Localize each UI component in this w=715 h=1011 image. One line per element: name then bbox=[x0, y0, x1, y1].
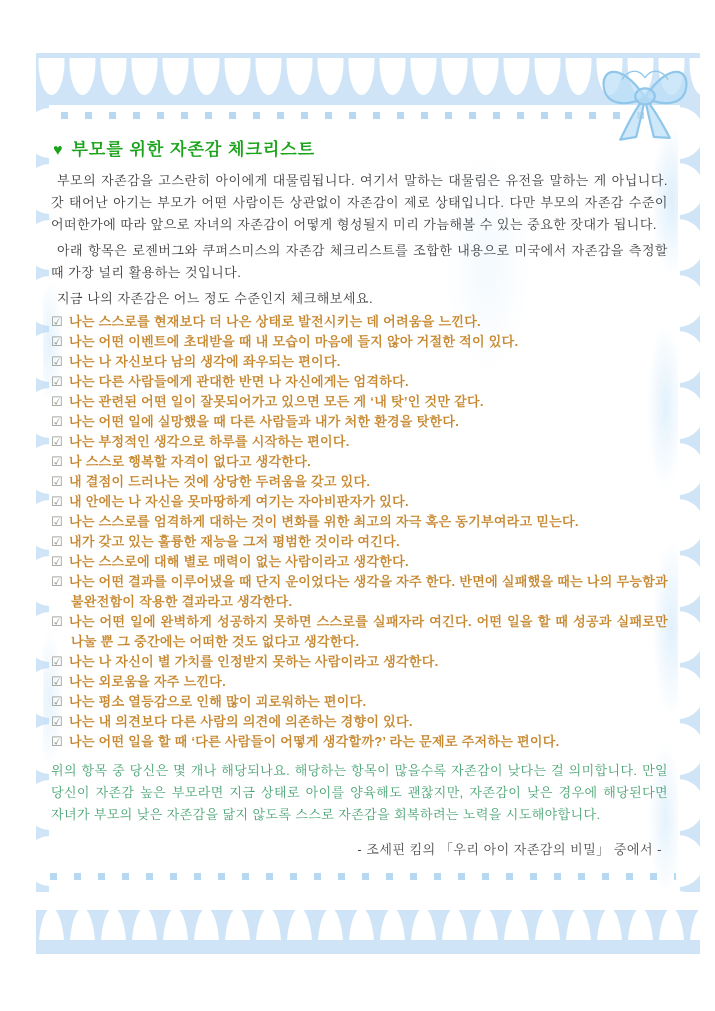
checkbox-checked-icon: ☑ bbox=[51, 654, 63, 669]
checklist-item-text: 나 스스로 행복할 자격이 없다고 생각한다. bbox=[68, 454, 312, 469]
checkbox-checked-icon: ☑ bbox=[51, 454, 63, 469]
checkbox-checked-icon: ☑ bbox=[51, 474, 63, 489]
checklist-item-text: 내 결점이 드러나는 것에 상당한 두려움을 갖고 있다. bbox=[68, 474, 371, 489]
checklist-item bbox=[51, 352, 668, 372]
checkbox-checked-icon: ☑ bbox=[51, 574, 63, 589]
ribbon-bow-icon bbox=[592, 53, 698, 145]
checklist-item-text: 나는 평소 열등감으로 인해 많이 괴로워하는 편이다. bbox=[68, 694, 367, 709]
checklist-item bbox=[51, 332, 668, 352]
checkbox-checked-icon: ☑ bbox=[51, 374, 63, 389]
checklist-item bbox=[51, 672, 668, 692]
checklist-item-text: 나는 스스로에 대해 별로 매력이 없는 사람이라고 생각한다. bbox=[68, 554, 409, 569]
dash-divider-bottom bbox=[50, 873, 676, 880]
scallop-border-right bbox=[680, 105, 700, 892]
checklist-item bbox=[51, 312, 668, 332]
checklist-item bbox=[51, 552, 668, 572]
checklist-item-text: 나는 스스로를 엄격하게 대하는 것이 변화를 위한 최고의 자극 혹은 동기부여라고 믿는다. bbox=[68, 514, 579, 529]
checklist-item-text: 나는 어떤 이벤트에 초대받을 때 내 모습이 마음에 들지 않아 거절한 적이 있다. bbox=[68, 334, 519, 349]
checklist-item bbox=[51, 492, 668, 512]
intro-paragraph-2: 아래 항목은 로젠버그와 쿠퍼스미스의 자존감 체크리스트를 조합한 내용으로 미국에서 자존감을 측정할 때 가장 널리 활용하는 것입니다. bbox=[51, 243, 668, 280]
checklist-item bbox=[51, 452, 668, 472]
checklist-item-text: 내가 갖고 있는 훌륭한 재능을 그저 평범한 것이라 여긴다. bbox=[68, 534, 400, 549]
checklist-item-text: 나는 어떤 일을 할 때 ‘다른 사람들이 어떻게 생각할까?’ 라는 문제로 주저하는 편이다. bbox=[68, 734, 560, 749]
checkbox-checked-icon: ☑ bbox=[51, 734, 63, 749]
checklist-item bbox=[51, 432, 668, 452]
lace-border-bottom bbox=[36, 892, 700, 954]
checklist-item-text: 나는 외로움을 자주 느낀다. bbox=[68, 674, 227, 689]
checklist-item bbox=[51, 412, 668, 432]
source-attribution: - 조세핀 킴의 「우리 아이 자존감의 비밀」 중에서 - bbox=[357, 842, 662, 857]
checkbox-checked-icon: ☑ bbox=[51, 434, 63, 449]
checkbox-checked-icon: ☑ bbox=[51, 614, 63, 629]
intro-prompt: 지금 나의 자존감은 어느 정도 수준인지 체크해보세요. bbox=[57, 291, 374, 306]
checklist-item bbox=[51, 392, 668, 412]
checkbox-checked-icon: ☑ bbox=[51, 314, 63, 329]
page-title bbox=[53, 135, 668, 160]
checklist-item-text: 나는 관련된 어떤 일이 잘못되어가고 있으면 모든 게 ‘내 탓’인 것만 같다. bbox=[68, 394, 484, 409]
intro-paragraph-1: 부모의 자존감을 고스란히 아이에게 대물림됩니다. 여기서 말하는 대물림은 유전을 말하는 게 아닙니다. 갓 태어난 아기는 부모가 어떤 사람이든 상관없이 자존감이 제로 상태입니다. 다만 부모의 자존감 수준이 어떠한가에 따라 앞으로 자녀의 자존감이 어떻게 형성될지 미리 가늠해볼 수 있는 중요한 잣대가 됩니다. bbox=[51, 173, 668, 232]
checklist-item-text: 나는 부정적인 생각으로 하루를 시작하는 편이다. bbox=[68, 434, 350, 449]
closing-paragraph: 위의 항목 중 당신은 몇 개나 해당되나요. 해당하는 항목이 많을수록 자존감이 낮다는 걸 의미합니다. 만일 당신이 자존감 높은 부모라면 지금 상태로 아이를 양육해도 괜찮지만, 자존감이 낮은 경우에 해당된다면 자녀가 부모의 낮은 자존감을 닮지 않도록 스스로 자존감을 회복하려는 노력을 시도해야합니다. bbox=[51, 763, 668, 822]
checkbox-checked-icon: ☑ bbox=[51, 534, 63, 549]
checklist-item bbox=[51, 712, 668, 732]
checklist bbox=[51, 312, 668, 752]
checklist-item-text: 나는 내 의견보다 다른 사람의 의견에 의존하는 경향이 있다. bbox=[68, 714, 413, 729]
checklist-item bbox=[51, 512, 668, 532]
checklist-item bbox=[51, 572, 668, 612]
heart-icon: ♥ bbox=[53, 142, 64, 159]
checklist-item bbox=[51, 732, 668, 752]
checklist-item-text: 나는 다른 사람들에게 관대한 반면 나 자신에게는 엄격하다. bbox=[68, 374, 409, 389]
page-title-text: 부모를 위한 자존감 체크리스트 bbox=[71, 140, 316, 159]
checkbox-checked-icon: ☑ bbox=[51, 394, 63, 409]
checkbox-checked-icon: ☑ bbox=[51, 714, 63, 729]
checklist-item-text: 내 안에는 나 자신을 못마땅하게 여기는 자아비판자가 있다. bbox=[68, 494, 409, 509]
checklist-item bbox=[51, 372, 668, 392]
checkbox-checked-icon: ☑ bbox=[51, 334, 63, 349]
checklist-item-text: 나는 어떤 일에 실망했을 때 다른 사람들과 내가 처한 환경을 탓한다. bbox=[68, 414, 460, 429]
checkbox-checked-icon: ☑ bbox=[51, 354, 63, 369]
checklist-item bbox=[51, 612, 668, 652]
checklist-item bbox=[51, 472, 668, 492]
checkbox-checked-icon: ☑ bbox=[51, 674, 63, 689]
checkbox-checked-icon: ☑ bbox=[51, 494, 63, 509]
dash-divider-top bbox=[61, 112, 654, 119]
content-area bbox=[43, 105, 678, 898]
checklist-item-text: 나는 나 자신이 별 가치를 인정받지 못하는 사람이라고 생각한다. bbox=[68, 654, 439, 669]
checkbox-checked-icon: ☑ bbox=[51, 694, 63, 709]
checklist-item-text: 나는 어떤 결과를 이루어냈을 때 단지 운이었다는 생각을 자주 한다. 반면에 실패했을 때는 나의 무능함과 불완전함이 작용한 결과라고 생각한다. bbox=[68, 574, 668, 609]
checkbox-checked-icon: ☑ bbox=[51, 414, 63, 429]
checklist-item bbox=[51, 532, 668, 552]
checkbox-checked-icon: ☑ bbox=[51, 554, 63, 569]
checklist-item bbox=[51, 692, 668, 712]
handout-page bbox=[36, 53, 700, 954]
checklist-item-text: 나는 어떤 일에 완벽하게 성공하지 못하면 스스로를 실패자라 여긴다. 어떤 일을 할 때 성공과 실패로만 나눌 뿐 그 중간에는 어떠한 것도 없다고 생각한다. bbox=[68, 614, 668, 649]
checklist-item-text: 나는 스스로를 현재보다 더 나은 상태로 발전시키는 데 어려움을 느낀다. bbox=[68, 314, 481, 329]
checkbox-checked-icon: ☑ bbox=[51, 514, 63, 529]
checklist-item bbox=[51, 652, 668, 672]
checklist-item-text: 나는 나 자신보다 남의 생각에 좌우되는 편이다. bbox=[68, 354, 341, 369]
